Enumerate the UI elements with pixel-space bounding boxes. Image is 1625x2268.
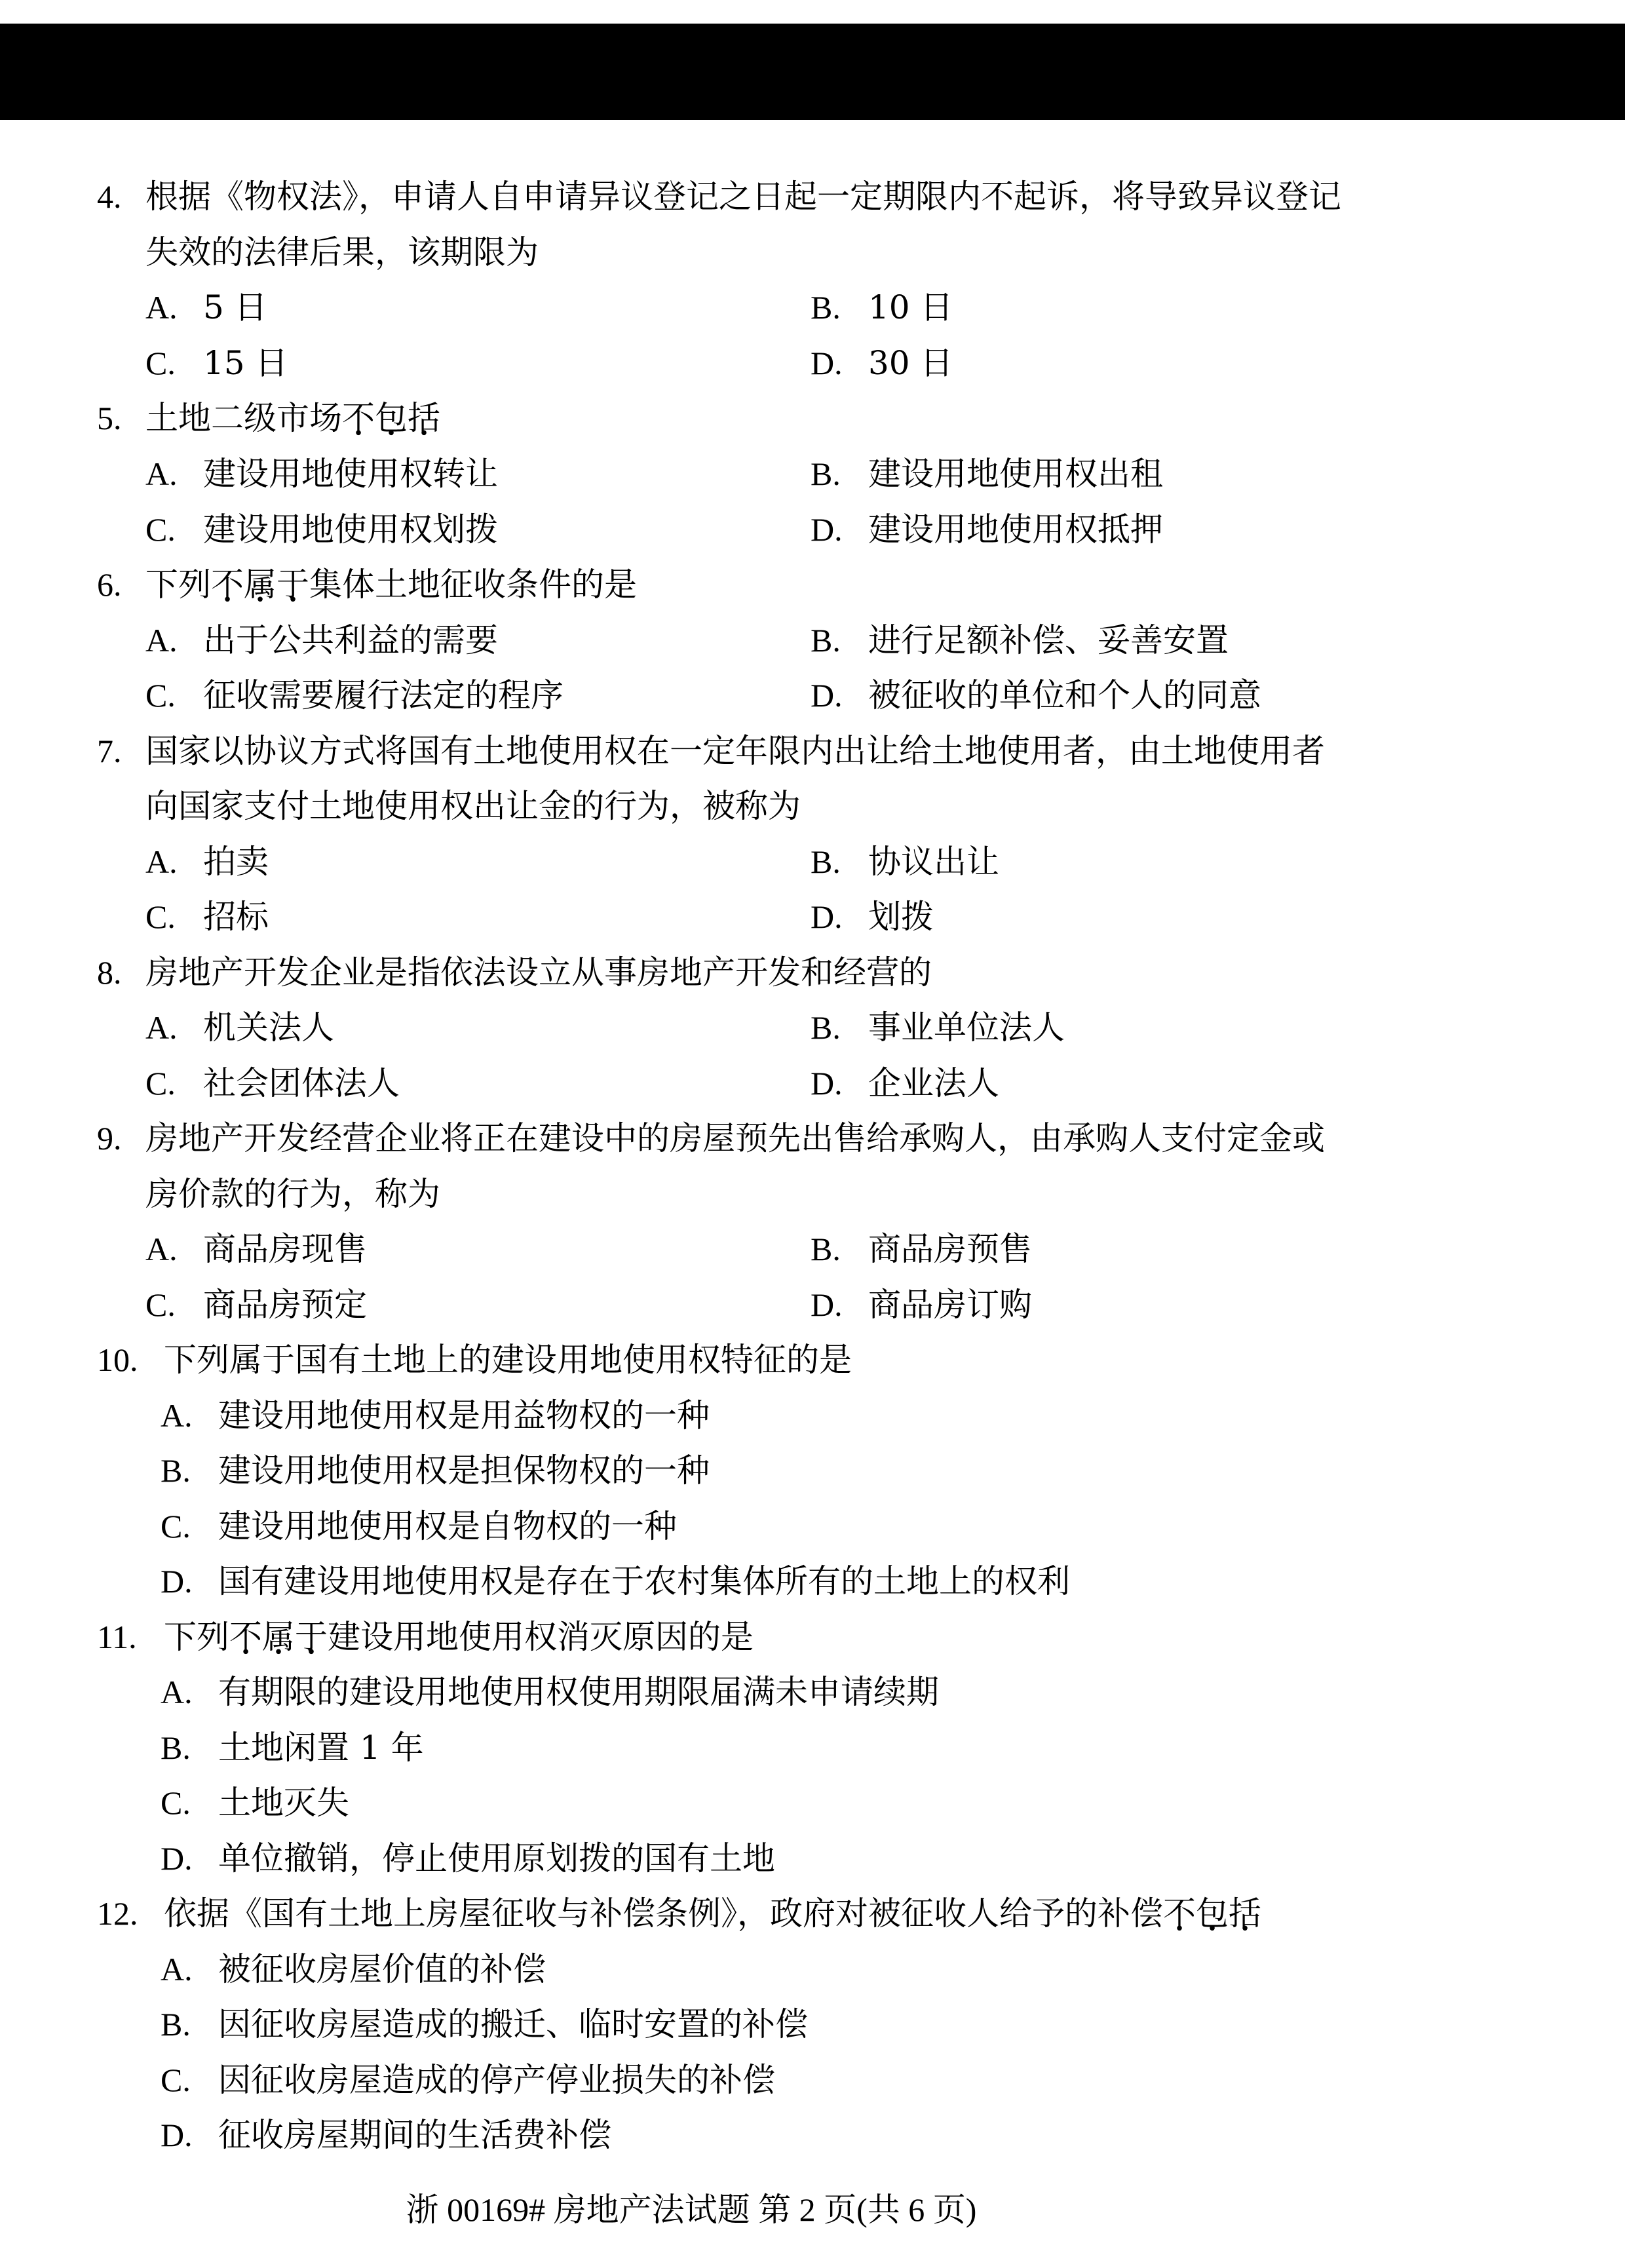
stem-text: 下列 — [145, 566, 211, 604]
option-c[interactable] — [145, 668, 564, 723]
option-text: 建设用地使用权转让 — [203, 455, 498, 493]
option-c[interactable] — [145, 1056, 400, 1111]
option-label: B. — [161, 1452, 191, 1489]
option-text: 征收房屋期间的生活费补偿 — [218, 2116, 611, 2154]
question-text: 房地产开发经营企业将正在建设中的房屋预先出售给承购人，由承购人支付定金或 — [145, 1119, 1325, 1157]
option-b[interactable] — [811, 1221, 1032, 1277]
option-b[interactable] — [811, 280, 953, 335]
option-text: 因征收房屋造成的停产停业损失的补偿 — [218, 2061, 775, 2099]
option-text: 商品房预定 — [203, 1286, 367, 1324]
option-text: 30 日 — [868, 344, 953, 382]
option-label: C. — [145, 898, 176, 935]
option-text: 社会团体法人 — [203, 1064, 400, 1102]
question-8-stem — [0, 945, 1625, 1000]
option-text: 征收需要履行法定的程序 — [203, 676, 564, 714]
option-label: A. — [161, 1951, 193, 1988]
question-12-option-c — [0, 2052, 1625, 2107]
stem-text: 集体土地征收条件的是 — [309, 566, 637, 604]
question-text — [164, 1886, 1261, 1941]
option-label: C. — [161, 1508, 191, 1545]
option-text: 进行足额补偿、妥善安置 — [868, 621, 1229, 659]
option-text: 商品房订购 — [868, 1286, 1032, 1324]
emphasis-char: 属 — [262, 1618, 295, 1656]
option-label: C. — [145, 511, 176, 548]
question-7-stem-line-1 — [0, 723, 1625, 778]
question-text — [164, 1609, 754, 1664]
option-label: B. — [811, 1231, 841, 1267]
emphasis-char: 于 — [295, 1618, 328, 1656]
question-7-options-row-1 — [0, 834, 1625, 889]
option-b[interactable] — [811, 834, 999, 889]
option-text: 被征收的单位和个人的同意 — [868, 676, 1261, 714]
option-c[interactable] — [161, 2052, 775, 2107]
question-number: 6. — [97, 566, 122, 603]
option-c[interactable] — [145, 336, 288, 391]
option-label: C. — [145, 677, 176, 714]
question-5-options-row-1 — [0, 446, 1625, 501]
option-a[interactable] — [161, 1388, 710, 1443]
emphasis-char: 包 — [375, 399, 408, 437]
option-label: C. — [145, 1065, 176, 1102]
question-text: 国家以协议方式将国有土地使用权在一定年限内出让给土地使用者，由土地使用者 — [145, 732, 1325, 770]
stem-text: 下列 — [164, 1618, 229, 1656]
option-label: B. — [811, 622, 841, 659]
option-label: A. — [145, 622, 178, 659]
question-text: 下列属于国有土地上的建设用地使用权特征的是 — [164, 1341, 852, 1379]
option-text: 商品房现售 — [203, 1230, 367, 1268]
option-label: B. — [161, 1729, 191, 1766]
option-text: 建设用地使用权抵押 — [868, 510, 1163, 548]
option-label: A. — [161, 1397, 193, 1434]
option-label: D. — [811, 898, 843, 935]
option-label: D. — [811, 677, 843, 714]
option-d[interactable] — [811, 668, 1261, 723]
question-11-option-a — [0, 1664, 1625, 1720]
option-label: A. — [161, 1674, 193, 1710]
emphasis-char: 不 — [342, 399, 375, 437]
option-text: 国有建设用地使用权是存在于农村集体所有的土地上的权利 — [218, 1562, 1070, 1600]
option-b[interactable] — [811, 613, 1229, 668]
option-label: A. — [145, 1009, 178, 1046]
question-10-option-b — [0, 1443, 1625, 1498]
question-11-stem — [0, 1609, 1625, 1664]
question-8-options-row-2 — [0, 1056, 1625, 1111]
option-label: A. — [145, 289, 178, 326]
option-a[interactable] — [161, 1942, 546, 1997]
option-c[interactable] — [161, 1775, 349, 1830]
question-text: 失效的法律后果，该期限为 — [145, 233, 539, 271]
option-label: C. — [145, 1286, 176, 1323]
question-5-options-row-2 — [0, 502, 1625, 557]
option-label: A. — [145, 1231, 178, 1267]
question-text: 根据《物权法》，申请人自申请异议登记之日起一定期限内不起诉，将导致异议登记 — [145, 178, 1341, 216]
option-b[interactable] — [811, 1000, 1065, 1055]
stem-text: 土地二级市场 — [145, 399, 342, 437]
option-label: D. — [161, 1840, 193, 1877]
option-a[interactable] — [145, 834, 269, 889]
option-text: 有期限的建设用地使用权使用期限届满未申请续期 — [218, 1673, 939, 1711]
question-4-options-row-2 — [0, 336, 1625, 391]
option-d[interactable] — [811, 336, 953, 391]
option-label: B. — [811, 455, 841, 492]
option-label: C. — [161, 1784, 191, 1821]
option-label: B. — [161, 2006, 191, 2043]
question-number: 9. — [97, 1120, 122, 1157]
emphasis-char: 属 — [244, 566, 277, 604]
option-text: 土地灭失 — [218, 1784, 349, 1822]
question-9-options-row-2 — [0, 1277, 1625, 1332]
scan-header-bar — [0, 24, 1625, 120]
question-5-stem — [0, 391, 1625, 446]
option-label: B. — [811, 289, 841, 326]
option-b[interactable] — [161, 1720, 424, 1775]
question-text — [145, 391, 440, 446]
question-6-stem — [0, 557, 1625, 612]
question-4-stem-line-2 — [0, 225, 1625, 280]
option-a[interactable] — [145, 280, 267, 335]
emphasis-char: 包 — [1196, 1894, 1229, 1932]
option-text: 拍卖 — [203, 843, 269, 881]
emphasis-char: 不 — [211, 566, 244, 604]
question-4-stem-line-1 — [0, 169, 1625, 224]
option-text: 因征收房屋造成的搬迁、临时安置的补偿 — [218, 2005, 808, 2043]
option-c[interactable] — [161, 1499, 677, 1554]
question-text: 向国家支付土地使用权出让金的行为，被称为 — [145, 787, 801, 825]
option-label: B. — [811, 843, 841, 880]
emphasis-char: 于 — [277, 566, 309, 604]
question-text: 房地产开发企业是指依法设立从事房地产开发和经营的 — [145, 953, 932, 991]
question-9-options-row-1 — [0, 1221, 1625, 1277]
option-label: A. — [145, 455, 178, 492]
option-d[interactable] — [811, 889, 934, 944]
option-d[interactable] — [161, 1554, 1070, 1609]
option-a[interactable] — [145, 1000, 334, 1055]
option-text: 机关法人 — [203, 1009, 334, 1047]
stem-text: 建设用地使用权消灭原因的是 — [328, 1618, 754, 1656]
option-text: 事业单位法人 — [868, 1009, 1065, 1047]
option-text: 15 日 — [203, 344, 288, 382]
option-text: 5 日 — [203, 288, 267, 326]
emphasis-char: 不 — [1163, 1894, 1196, 1932]
option-text: 建设用地使用权是担保物权的一种 — [218, 1451, 710, 1490]
question-number: 7. — [97, 733, 122, 769]
question-9-stem-line-1 — [0, 1111, 1625, 1166]
question-12-option-b — [0, 1997, 1625, 2052]
question-11-option-b — [0, 1720, 1625, 1775]
option-text: 招标 — [203, 898, 269, 936]
emphasis-char: 括 — [1229, 1894, 1261, 1932]
option-text: 划拨 — [868, 898, 934, 936]
option-d[interactable] — [161, 1831, 775, 1886]
option-text: 建设用地使用权出租 — [868, 455, 1163, 493]
question-number: 8. — [97, 954, 122, 991]
question-12-stem — [0, 1886, 1625, 1941]
question-text: 房价款的行为，称为 — [145, 1175, 440, 1213]
option-text: 协议出让 — [868, 843, 999, 881]
option-c[interactable] — [145, 889, 269, 944]
question-11-option-d — [0, 1831, 1625, 1886]
option-c[interactable] — [145, 1277, 367, 1332]
option-a[interactable] — [145, 613, 498, 668]
option-text: 出于公共利益的需要 — [203, 621, 498, 659]
question-10-stem — [0, 1332, 1625, 1387]
stem-text: 依据《国有土地上房屋征收与补偿条例》，政府对被征收人给予的补偿 — [164, 1894, 1163, 1932]
question-number: 11. — [97, 1619, 137, 1655]
question-8-options-row-1 — [0, 1000, 1625, 1055]
question-number: 12. — [97, 1895, 138, 1932]
question-7-options-row-2 — [0, 889, 1625, 944]
question-text — [145, 557, 637, 612]
option-label: C. — [145, 345, 176, 381]
option-c[interactable] — [145, 502, 498, 557]
option-label: D. — [161, 2117, 193, 2153]
option-b[interactable] — [161, 1997, 808, 2052]
option-text: 土地闲置 1 年 — [218, 1729, 424, 1767]
option-text: 商品房预售 — [868, 1230, 1032, 1268]
question-10-option-d — [0, 1554, 1625, 1609]
option-text: 建设用地使用权是用益物权的一种 — [218, 1396, 710, 1434]
option-a[interactable] — [145, 1221, 367, 1277]
option-text: 10 日 — [868, 288, 953, 326]
option-label: B. — [811, 1009, 841, 1046]
question-number: 10. — [97, 1341, 138, 1378]
question-4-options-row-1 — [0, 280, 1625, 335]
option-d[interactable] — [811, 1277, 1032, 1332]
option-a[interactable] — [145, 446, 498, 501]
option-text: 建设用地使用权是自物权的一种 — [218, 1507, 677, 1545]
option-text: 建设用地使用权划拨 — [203, 510, 498, 548]
option-text: 单位撤销，停止使用原划拨的国有土地 — [218, 1839, 775, 1877]
question-10-option-a — [0, 1388, 1625, 1443]
option-d[interactable] — [811, 1056, 999, 1111]
question-6-options-row-1 — [0, 613, 1625, 668]
option-b[interactable] — [161, 1443, 710, 1498]
question-10-option-c — [0, 1499, 1625, 1554]
option-b[interactable] — [811, 446, 1163, 501]
question-12-option-a — [0, 1942, 1625, 1997]
option-label: D. — [161, 1563, 193, 1600]
emphasis-char: 括 — [408, 399, 440, 437]
question-11-option-c — [0, 1775, 1625, 1830]
option-text: 企业法人 — [868, 1064, 999, 1102]
option-label: D. — [811, 511, 843, 548]
option-d[interactable] — [811, 502, 1163, 557]
option-d[interactable] — [161, 2107, 611, 2162]
question-12-option-d — [0, 2107, 1625, 2162]
question-6-options-row-2 — [0, 668, 1625, 723]
option-label: D. — [811, 1065, 843, 1102]
question-number: 4. — [97, 178, 122, 215]
option-text: 被征收房屋价值的补偿 — [218, 1950, 546, 1988]
question-number: 5. — [97, 400, 122, 436]
option-label: C. — [161, 2062, 191, 2098]
option-label: D. — [811, 1286, 843, 1323]
question-9-stem-line-2 — [0, 1166, 1625, 1221]
option-a[interactable] — [161, 1664, 939, 1720]
option-label: A. — [145, 843, 178, 880]
emphasis-char: 不 — [229, 1618, 262, 1656]
option-label: D. — [811, 345, 843, 381]
page-footer: 浙 00169# 房地产法试题 第 2 页(共 6 页) — [406, 2191, 977, 2228]
question-7-stem-line-2 — [0, 778, 1625, 834]
